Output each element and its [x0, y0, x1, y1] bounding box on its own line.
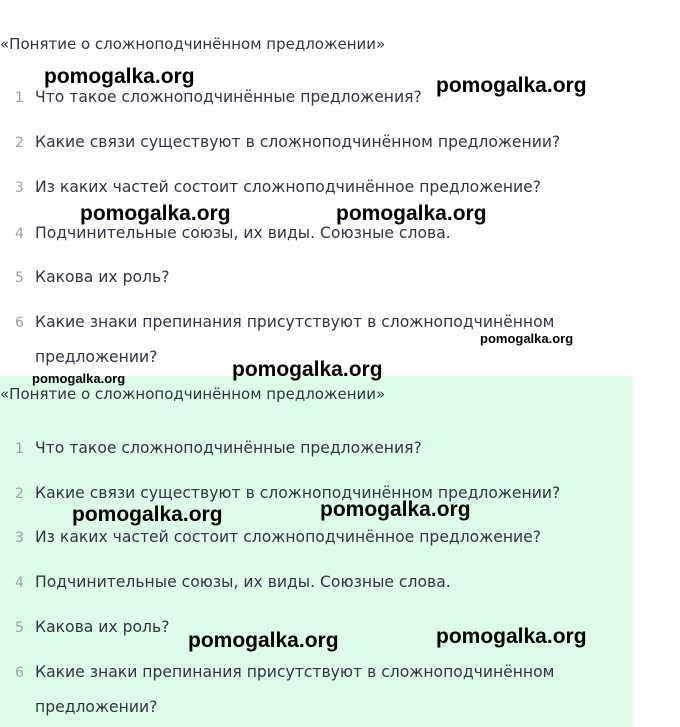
watermark: pomogalka.org: [436, 625, 587, 648]
question-text: Что такое сложноподчинённые предложения?: [35, 88, 422, 106]
question-text: Какие связи существуют в сложноподчинённом предложении?: [35, 133, 561, 151]
question-number: 2: [15, 486, 24, 502]
question-block-1: [0, 0, 632, 376]
question-number: 5: [15, 620, 24, 636]
watermark: pomogalka.org: [44, 65, 195, 88]
block-title: «Понятие о сложноподчинённом предложении»: [0, 385, 386, 403]
question-number: 1: [15, 90, 24, 106]
watermark: pomogalka.org: [336, 202, 487, 225]
question-text: Подчинительные союзы, их виды. Союзные слова.: [35, 573, 451, 591]
question-number: 5: [15, 270, 24, 286]
question-number: 3: [15, 180, 24, 196]
question-number: 3: [15, 530, 24, 546]
watermark: pomogalka.org: [436, 74, 587, 97]
watermark: pomogalka.org: [72, 503, 223, 526]
question-number: 4: [15, 226, 24, 242]
watermark: pomogalka.org: [480, 331, 574, 346]
watermark: pomogalka.org: [80, 202, 231, 225]
question-text: Из каких частей состоит сложноподчинённое предложение?: [35, 178, 542, 196]
question-number: 6: [15, 315, 24, 331]
question-number: 1: [15, 441, 24, 457]
block-title: «Понятие о сложноподчинённом предложении»: [0, 35, 386, 53]
question-number: 6: [15, 665, 24, 681]
question-text: Что такое сложноподчинённые предложения?: [35, 439, 422, 457]
question-text: Подчинительные союзы, их виды. Союзные слова.: [35, 224, 451, 242]
watermark: pomogalka.org: [320, 498, 471, 521]
question-text: Какие связи существуют в сложноподчинённом предложении?: [35, 484, 561, 502]
question-text: Какова их роль?: [35, 618, 170, 636]
question-text: Из каких частей состоит сложноподчинённое предложение?: [35, 528, 542, 546]
watermark: pomogalka.org: [232, 358, 383, 381]
question-number: 2: [15, 135, 24, 151]
question-block-2: [0, 376, 632, 727]
watermark: pomogalka.org: [188, 629, 339, 652]
watermark: pomogalka.org: [32, 371, 126, 386]
question-text: Какие знаки препинания присутствуют в сложноподчинённом предложении?: [35, 663, 555, 716]
question-text: Какова их роль?: [35, 268, 170, 286]
question-number: 4: [15, 575, 24, 591]
question-text: Какие знаки препинания присутствуют в сложноподчинённом предложении?: [35, 313, 555, 366]
